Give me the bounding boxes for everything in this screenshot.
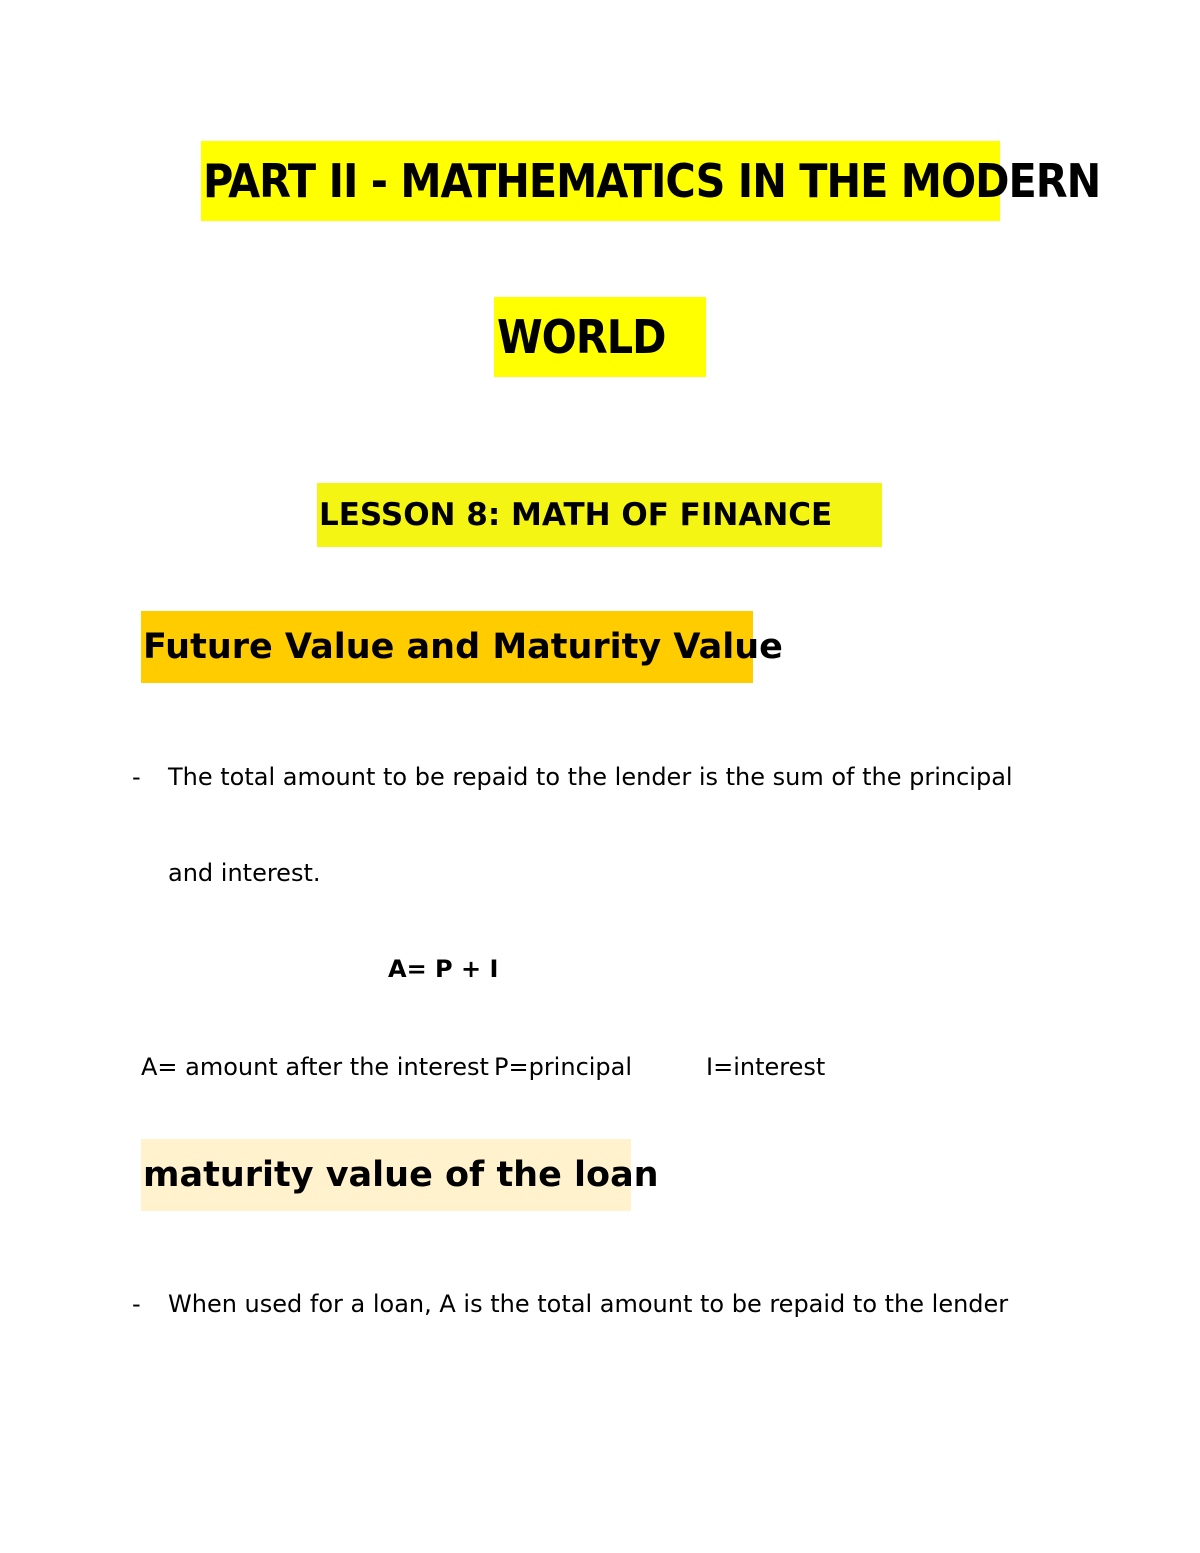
definition-i: I=interest [706, 1053, 826, 1081]
title-line-2: WORLD [494, 297, 706, 377]
lesson-heading: LESSON 8: MATH OF FINANCE [317, 483, 882, 547]
title-line-1: PART II - MATHEMATICS IN THE MODERN [201, 141, 1000, 221]
bullet-text-loan: When used for a loan, A is the total amount to be repaid to the lender [168, 1290, 1009, 1318]
section-heading-maturity-value: maturity value of the loan [141, 1139, 631, 1211]
bullet-dash: - [132, 763, 141, 791]
bullet-text-line-1: The total amount to be repaid to the lender is the sum of the principal [168, 763, 1013, 791]
bullet-text-line-2: and interest. [168, 859, 321, 887]
section-heading-future-value: Future Value and Maturity Value [141, 611, 753, 683]
definition-a: A= amount after the interest [141, 1053, 489, 1081]
bullet-dash: - [132, 1290, 141, 1318]
formula: A= P + I [388, 955, 499, 983]
definition-p: P=principal [494, 1053, 633, 1081]
